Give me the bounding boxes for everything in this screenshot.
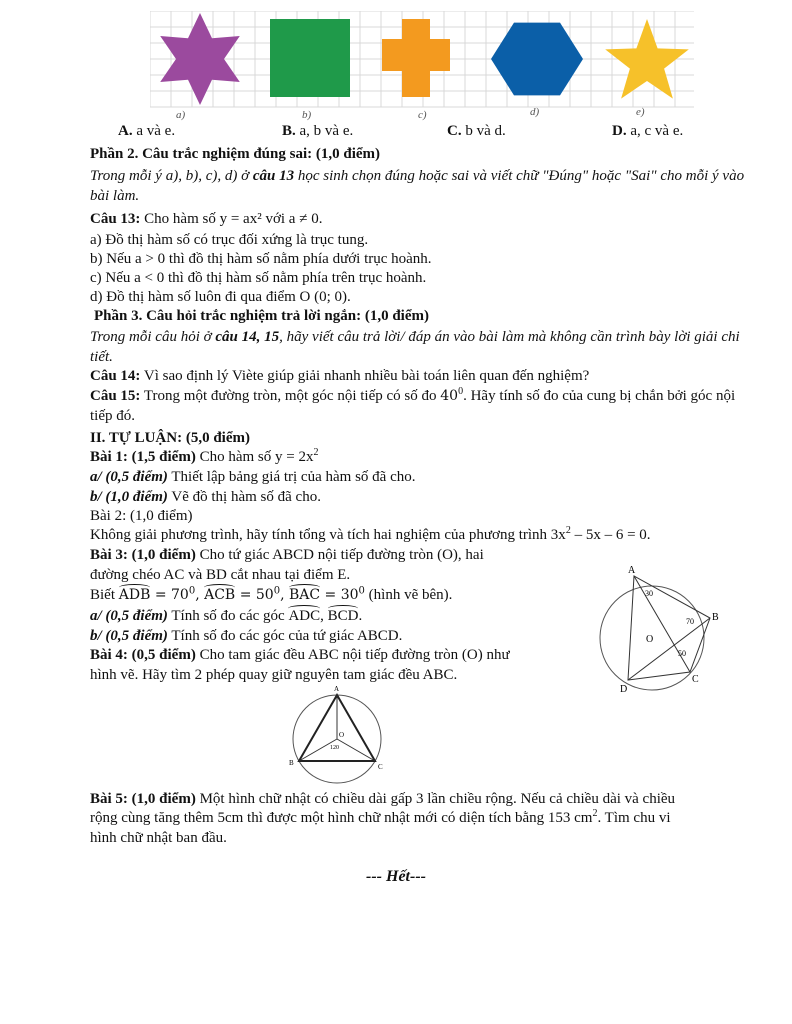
part2-instructions: Trong mỗi ý a), b), c), d) ở câu 13 học sinh chọn đúng hoặc sai và viết chữ "Đúng" hoặc "Sai" cho mỗi ý vào bài làm. [90, 168, 745, 204]
exercise-4: Bài 4: (0,5 điểm) Cho tam giác đều ABC nội tiếp đường tròn (O) như [90, 647, 510, 663]
q13-item-a: a) Đồ thị hàm số có trục đối xứng là trục tung. [90, 232, 369, 248]
q13-item-c: c) Nếu a < 0 thì đồ thị hàm số nằm phía trên trục hoành. [90, 270, 427, 286]
end-marker: --- Hết--- [366, 868, 426, 885]
exercise-2: Không giải phương trình, hãy tính tổng và tích hai nghiệm của phương trình $3x^2 - 5x - 6 = 0$. [90, 525, 651, 543]
essay-heading: II. TỰ LUẬN: (5,0 điểm) [90, 430, 250, 446]
question-15: Câu 15: Trong một đường tròn, một góc nội tiếp có số đo $40^0$. Hãy tính số đo của cung bị chắn bởi góc nội tiếp đó. [90, 386, 736, 424]
exercise-3-line2: đường chéo AC và BD cắt nhau tại điểm E. [90, 567, 351, 583]
exercise-5-line3: hình chữ nhật ban đầu. [90, 830, 227, 846]
q13-item-b: b) Nếu a > 0 thì đồ thị hàm số nằm phía dưới trục hoành. [90, 251, 432, 267]
question-13: Câu 13: Cho hàm số y = ax² với a ≠ 0. [90, 211, 323, 227]
svg-text:B: B [712, 612, 719, 623]
exercise-1b: b/ (1,0 điểm) Vẽ đồ thị hàm số đã cho. [90, 489, 321, 505]
exercise-3b: b/ (0,5 điểm) Tính số đo các góc của tứ giác ABCD. [90, 628, 403, 644]
exercise-1a: a/ (0,5 điểm) Thiết lập bảng giá trị của hàm số đã cho. [90, 469, 416, 485]
svg-text:B: B [289, 759, 294, 767]
exercise-4-line2: hình vẽ. Hãy tìm 2 phép quay giữ nguyên tam giác đều ABC. [90, 667, 458, 683]
equilateral-triangle-figure [284, 683, 390, 788]
svg-text:C: C [692, 674, 699, 685]
svg-text:O: O [646, 634, 654, 645]
part3-instructions: Trong mỗi câu hỏi ở câu 14, 15, hãy viết câu trả lời/ đáp án vào bài làm mà không cần trình bày lời giải chi tiết. [90, 329, 740, 365]
hexagon-shape [491, 23, 583, 96]
part3-heading: Phần 3. Câu hỏi trắc nghiệm trả lời ngắn: (1,0 điểm) [94, 308, 429, 324]
answer-choices [0, 123, 792, 143]
cyclic-quadrilateral-figure [594, 562, 724, 702]
exercise-3: Bài 3: (1,0 điểm) Cho tứ giác ABCD nội tiếp đường tròn (O), hai [90, 547, 484, 563]
figure-label-a: a) [176, 109, 186, 121]
figure-label-d: d) [530, 106, 540, 118]
exercise-5-line2: rộng cùng tăng thêm 5cm thì được một hình chữ nhật mới có diện tích bằng 153 $cm^2$. Tìm chu vi [90, 808, 671, 826]
choice-b: B. a, b và e. [282, 123, 354, 139]
svg-text:30: 30 [645, 589, 653, 598]
figure-label-e: e) [636, 106, 645, 118]
exercise-3a: a/ (0,5 điểm) Tính số đo các góc ADC, BCD. [90, 608, 363, 624]
svg-text:120: 120 [330, 745, 339, 751]
part2-heading: Phần 2. Câu trắc nghiệm đúng sai: (1,0 điểm) [90, 146, 381, 162]
svg-text:C: C [378, 763, 383, 771]
choice-d: D. a, c và e. [612, 123, 684, 139]
exercise-1: Bài 1: (1,5 điểm) Cho hàm số $y = 2x^2$ [90, 447, 319, 465]
q13-item-d: d) Đồ thị hàm số luôn đi qua điểm O (0; 0). [90, 289, 351, 305]
shapes-figure [150, 11, 694, 125]
choice-c: C. b và d. [447, 123, 506, 139]
square-shape [270, 19, 350, 97]
svg-text:D: D [620, 684, 628, 695]
svg-text:A: A [334, 685, 340, 693]
exercise-5: Bài 5: (1,0 điểm) Một hình chữ nhật có chiều dài gấp 3 lần chiều rộng. Nếu cả chiều dài và chiều [90, 791, 676, 807]
exercise-3-given: Biết ADB = $70^0$, ACB = $50^0$, BAC = $30^0$ (hình vẽ bên). [90, 585, 453, 603]
five-point-star-shape [605, 19, 689, 99]
svg-text:70: 70 [686, 617, 694, 626]
svg-text:A: A [628, 565, 636, 576]
cross-shape [382, 19, 450, 97]
svg-text:50: 50 [678, 649, 686, 658]
figure-label-c: c) [418, 109, 427, 121]
question-14: Câu 14: Vì sao định lý Viète giúp giải nhanh nhiều bài toán liên quan đến nghiệm? [90, 368, 590, 384]
exercise-2-heading: Bài 2: (1,0 điểm) [90, 508, 193, 524]
figure-label-b: b) [302, 109, 312, 121]
svg-text:O: O [339, 731, 345, 739]
choice-a: A. a và e. [118, 123, 176, 139]
